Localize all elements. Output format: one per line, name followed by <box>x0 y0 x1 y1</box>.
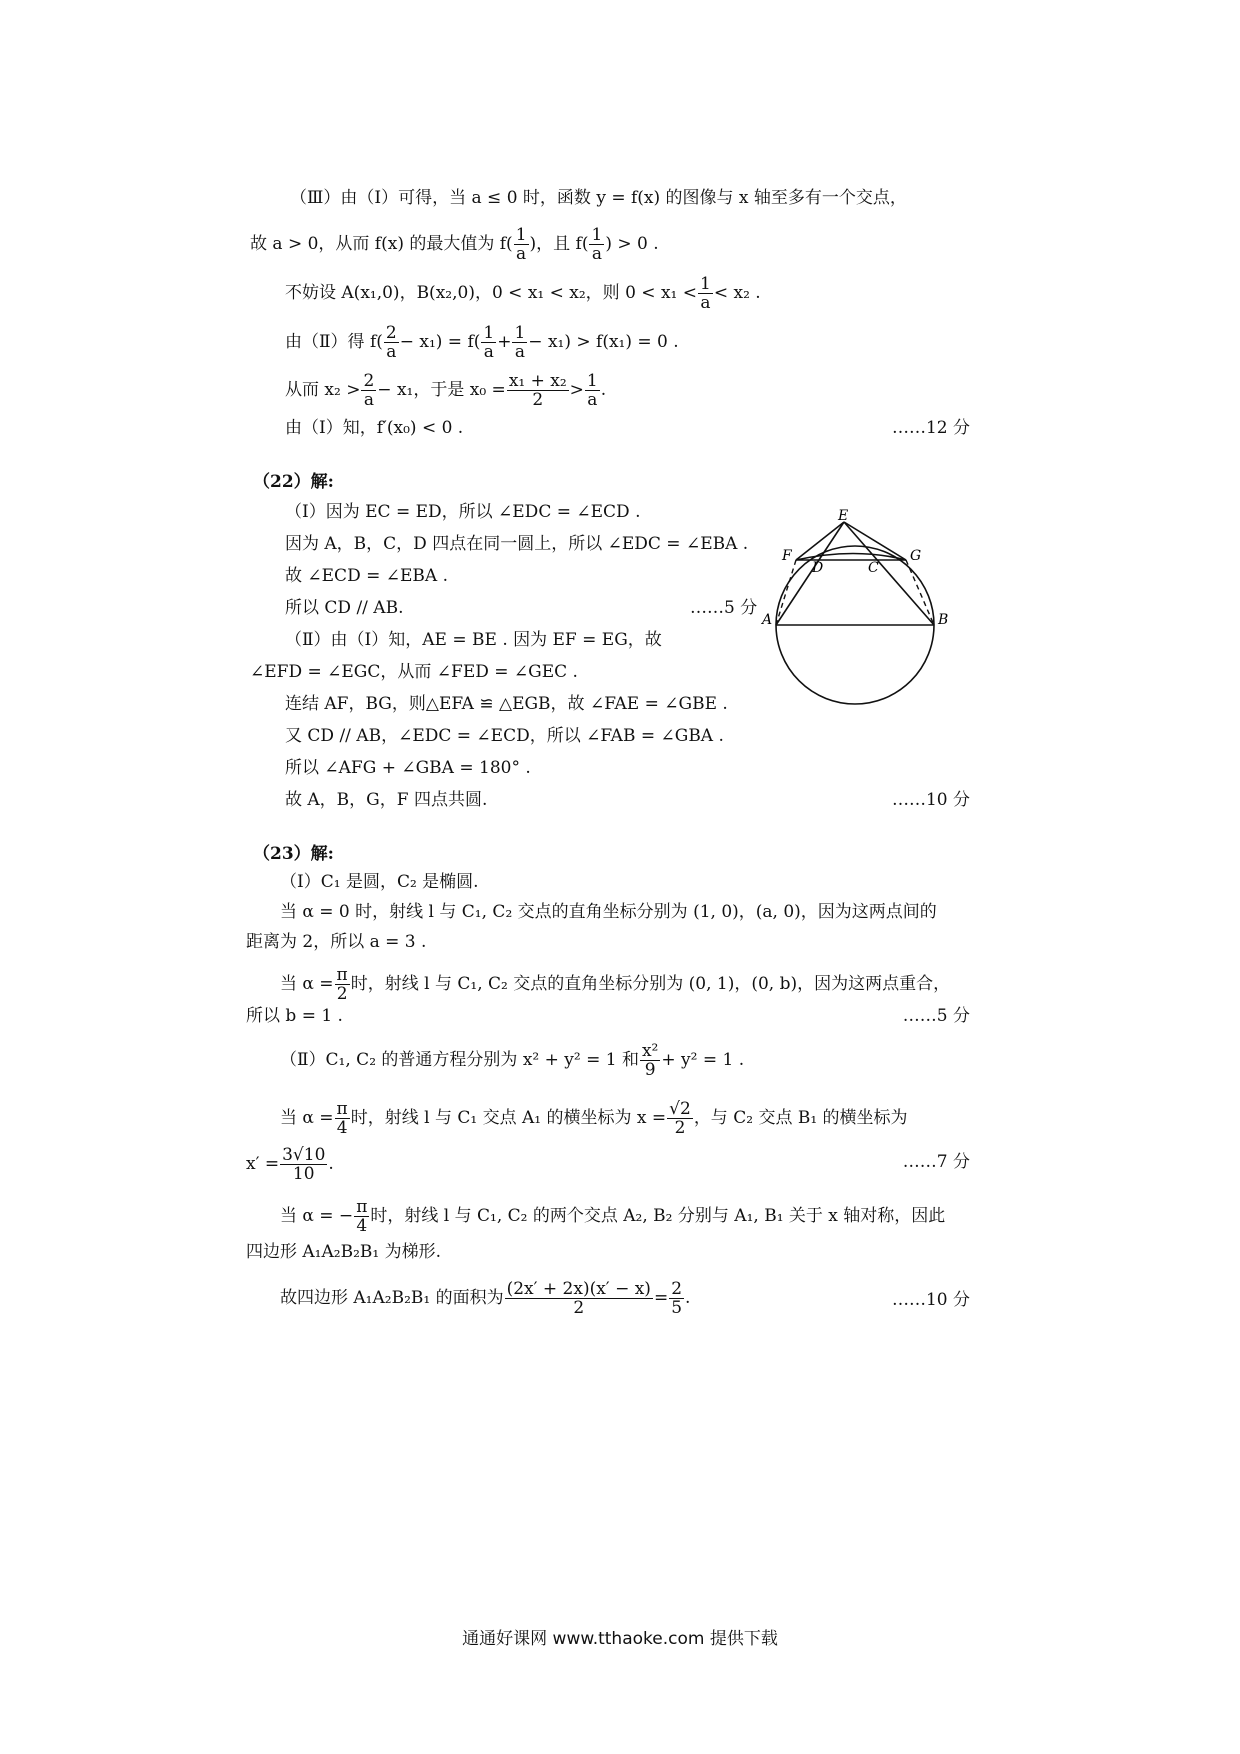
label-d: D <box>812 560 824 576</box>
label-f: F <box>782 548 792 564</box>
q23-line8: x′ = $\frac{3√10}{10}$ . <box>246 1145 334 1184</box>
score-10-q23: ……10 分 <box>891 1290 970 1310</box>
part3-line5: 从而 x₂ > $\frac{2}{a}$ − x₁，于是 x₀ = $\frac{\text{x₁ + x₂}}{2}$ > $\frac{1}{a}$ . <box>285 371 607 410</box>
score-12: ……12 分 <box>891 418 970 438</box>
q22-line8: 又 CD // AB，∠EDC = ∠ECD，所以 ∠FAB = ∠GBA . <box>285 726 724 746</box>
q22-line1: （Ⅰ）因为 EC = ED，所以 ∠EDC = ∠ECD . <box>285 502 641 522</box>
q23-line7: 当 α = $\frac{\pi}{4}$ 时，射线 l 与 C₁ 交点 A₁ 的横坐标为 x = $\frac{√2}{2}$ ，与 C₂ 交点 B₁ 的横坐标为 <box>280 1099 908 1138</box>
score-7-q23: ……7 分 <box>902 1152 970 1172</box>
q22-line5: （Ⅱ）由（Ⅰ）知，AE = BE . 因为 EF = EG，故 <box>285 630 662 650</box>
line-be <box>844 522 934 625</box>
q23-line11: 故四边形 A₁A₂B₂B₁ 的面积为 $\frac{(2x' + 2x)(x' - x)}{2}$ = $\frac{2}{5}$ . <box>280 1279 691 1318</box>
q23-line9: 当 α = − $\frac{\pi}{4}$ 时，射线 l 与 C₁, C₂ 的两个交点 A₂, B₂ 分别与 A₁, B₁ 关于 x 轴对称，因此 <box>280 1197 946 1236</box>
part3-line6: 由（Ⅰ）知，f′(x₀) < 0 . <box>285 418 464 438</box>
footer-credit: 通通好课网 www.tthaoke.com 提供下载 <box>462 1629 778 1649</box>
q22-line2: 因为 A，B，C，D 四点在同一圆上，所以 ∠EDC = ∠EBA . <box>285 534 749 554</box>
score-5-q22: ……5 分 <box>690 598 758 618</box>
label-g: G <box>910 548 922 564</box>
label-a: A <box>762 612 773 628</box>
q22-heading: （22）解: <box>253 472 334 492</box>
score-5-q23: ……5 分 <box>902 1006 970 1026</box>
q23-line4: 当 α = $\frac{\pi}{2}$ 时，射线 l 与 C₁, C₂ 交点的直角坐标分别为 (0, 1)，(0, b)，因为这两点重合， <box>280 965 951 1004</box>
score-10-q22: ……10 分 <box>891 790 970 810</box>
part3-line1: （Ⅲ）由（Ⅰ）可得，当 a ≤ 0 时，函数 y = f(x) 的图像与 x 轴至多有一个交点， <box>290 188 907 208</box>
q23-line1: （Ⅰ）C₁ 是圆，C₂ 是椭圆. <box>280 872 479 892</box>
q22-line3: 故 ∠ECD = ∠EBA . <box>285 566 448 586</box>
line-ae <box>776 522 844 625</box>
q23-line6: （Ⅱ）C₁, C₂ 的普通方程分别为 x² + y² = 1 和 $\frac{\text{x²}}{9}$ + y² = 1 . <box>280 1041 745 1080</box>
q22-line4: 所以 CD // AB. <box>285 598 404 618</box>
part3-line4: 由（Ⅱ）得 f( $\frac{2}{a}$ − x₁) = f( $\frac{1}{a}$ + $\frac{1}{a}$ − x₁) > f(x₁) = 0 . <box>285 323 679 362</box>
part3-line2: 故 a > 0，从而 f(x) 的最大值为 f( $\frac{1}{a}$ )，且 f( $\frac{1}{a}$ ) > 0 . <box>250 225 659 264</box>
dashed-af <box>776 560 796 625</box>
geometry-figure <box>762 508 950 692</box>
q23-line2: 当 α = 0 时，射线 l 与 C₁, C₂ 交点的直角坐标分别为 (1, 0)，(a, 0)，因为这两点间的 <box>280 902 937 922</box>
q22-line9: 所以 ∠AFG + ∠GBA = 180° . <box>285 758 531 778</box>
q23-line5: 所以 b = 1 . <box>246 1006 343 1026</box>
q22-line10: 故 A，B，G，F 四点共圆. <box>285 790 488 810</box>
dashed-bg <box>906 560 934 625</box>
q23-line10: 四边形 A₁A₂B₂B₁ 为梯形. <box>246 1242 442 1262</box>
part3-line3: 不妨设 A(x₁,0)，B(x₂,0)，0 < x₁ < x₂，则 0 < x₁ < $\frac{1}{a}$ < x₂ . <box>285 274 761 313</box>
q22-line6: ∠EFD = ∠EGC，从而 ∠FED = ∠GEC . <box>250 662 578 682</box>
q22-line7: 连结 AF，BG，则△EFA ≌ △EGB，故 ∠FAE = ∠GBE . <box>285 694 728 714</box>
q23-line3: 距离为 2，所以 a = 3 . <box>246 932 427 952</box>
label-b: B <box>938 612 949 628</box>
q23-heading: （23）解: <box>253 844 334 864</box>
label-c: C <box>868 560 879 576</box>
label-e: E <box>838 508 849 524</box>
